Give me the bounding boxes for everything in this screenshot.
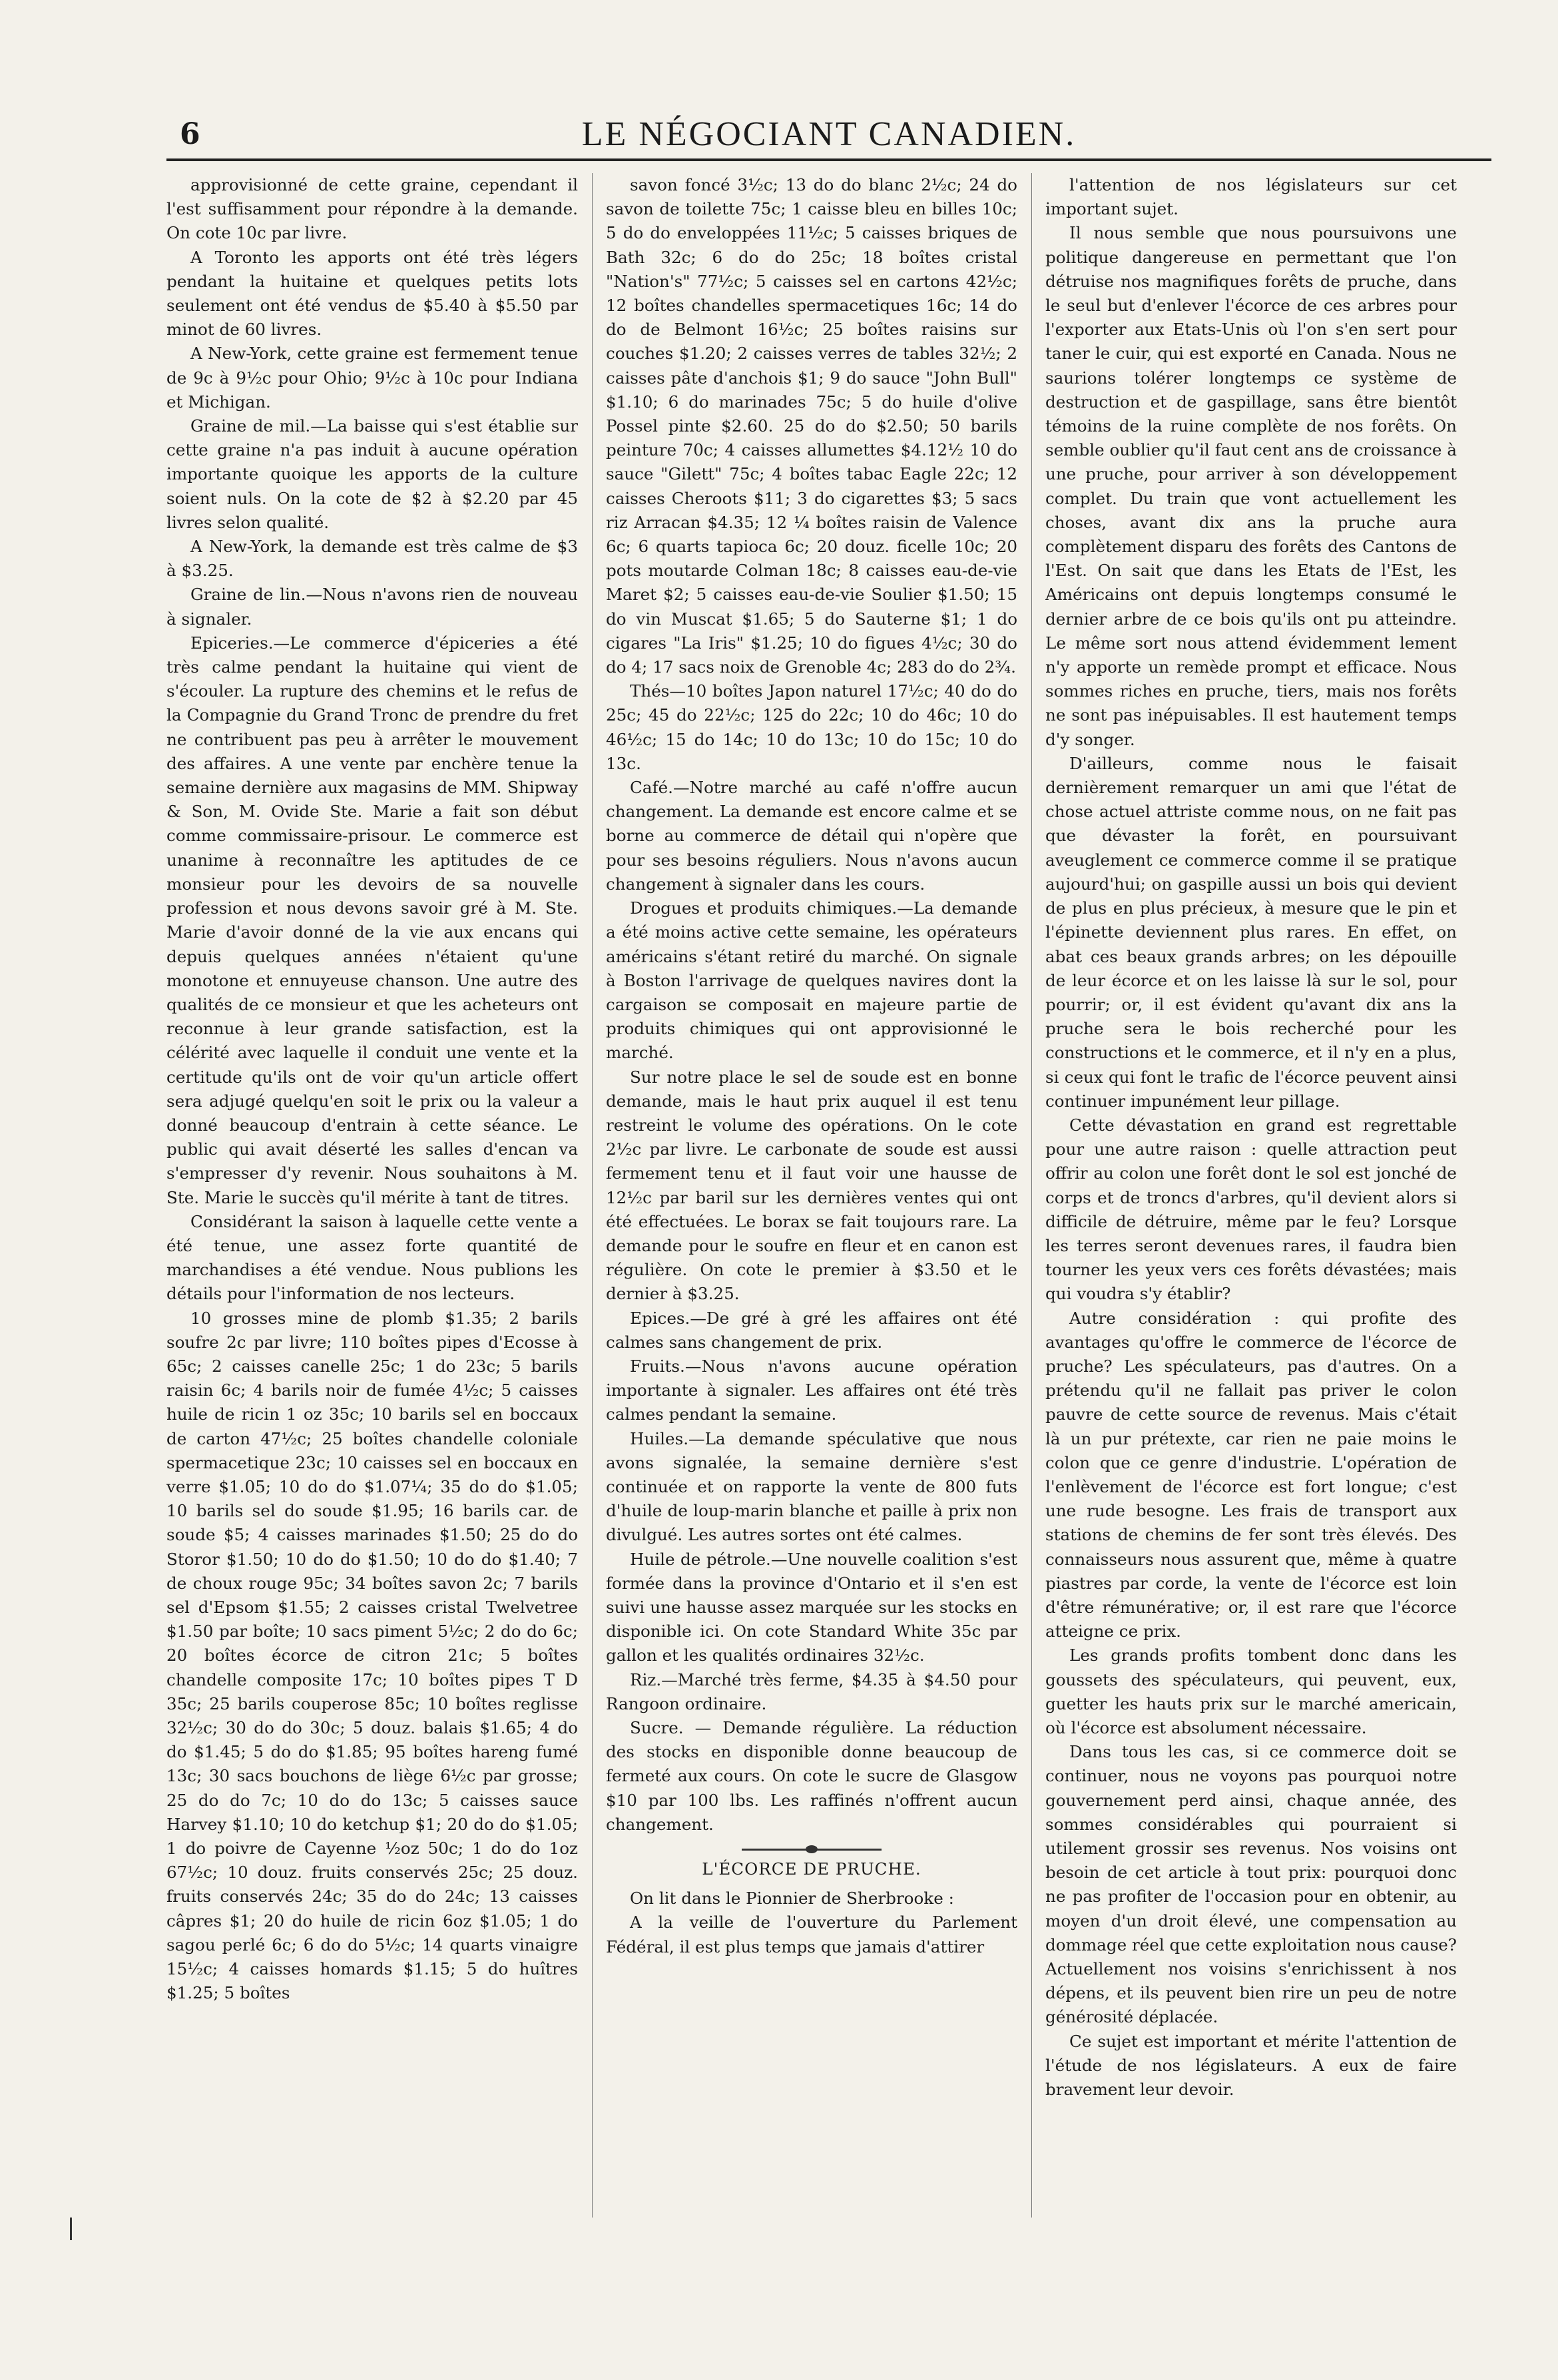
newspaper-page: [166, 112, 1491, 2230]
paragraph: Sucre. — Demande régulière. La réduction des stocks en disponible donne beaucoup de fermeté aux cours. On cote le sucre de Glasgow $10 par 100 lbs. Les raffinés n'offrent aucun changement.: [606, 1718, 1017, 1834]
page-number: 6: [180, 117, 200, 151]
paragraph: 10 grosses mine de plomb $1.35; 2 barils soufre 2c par livre; 110 boîtes pipes d'Ecosse à 65c; 2 caisses canelle 25c; 1 do 23c; 5 barils raisin 6c; 4 barils noir de fumée 4½c; 5 caisses huile de ricin 1 oz 35c; 10 barils sel en boccaux de carton 47½c; 25 boîtes chandelle coloniale spermacetique 23c; 10 caisses sel en boccaux en verre $1.05; 10 do do $1.07¼; 35 do do $1.05; 10 barils sel do soude $1.95; 16 barils car. de soude $5; 4 caisses marinades $1.50; 25 do do Storor $1.50; 10 do do $1.50; 10 do do $1.40; 7 de choux rouge 95c; 34 boîtes savon 2c; 7 barils sel d'Epsom $1.55; 2 caisses cristal Twelvetree $1.50 par boîte; 10 sacs piment 5½c; 2 do do 6c; 20 boîtes écorce de citron 21c; 5 boîtes chandelle composite 17c; 10 boîtes pipes T D 35c; 25 barils couperose 85c; 10 boîtes reglisse 32½c; 30 do do 30c; 5 douz. balais $1.65; 4 do do $1.45; 5 do do $1.85; 95 boîtes hareng fumé 13c; 30 sacs bouchons de liège 6½c par grosse; 25 do do 7c; 10 do do 13c; 5 caisses sauce Harvey $1.10; 10 do ketchup $1; 20 do do $1.05; 1 do poivre de Cayenne ½oz 50c; 1 do do 1oz 67½c; 10 douz. fruits conservés 25c; 25 douz. fruits conservés 24c; 35 do do 24c; 13 caisses câpres $1; 20 do huile de ricin 6oz $1.05; 1 do sagou perlé 6c; 6 do do 5½c; 14 quarts vinaigre 15½c; 4 caisses homards $1.15; 5 do huîtres $1.25; 5 boîtes: [166, 1308, 578, 2003]
paragraph: approvisionné de cette graine, cependant il l'est suffisamment pour répondre à la demande. On cote 10c par livre.: [166, 175, 578, 243]
paragraph: A New-York, la demande est très calme de $3 à $3.25.: [166, 537, 578, 581]
paragraph: Huiles.—La demande spéculative que nous avons signalée, la semaine dernière s'est continuée et on rapporte la vente de 800 futs d'huile de loup-marin blanche et paille à prix non divulgué. Les autres sortes ont été calmes.: [606, 1428, 1017, 1545]
paragraph: Drogues et produits chimiques.—La demande a été moins active cette semaine, les opérateurs américains s'étant retiré du marché. On signale à Boston l'arrivage de quelques navires dont la cargaison se composait en majeure partie de produits chimiques qui ont approvisionné le marché.: [606, 898, 1017, 1063]
article-heading: L'ÉCORCE DE PRUCHE.: [702, 1859, 921, 1879]
paragraph: Thés—10 boîtes Japon naturel 17½c; 40 do do 25c; 45 do 22½c; 125 do 22c; 10 do 46c; 10 do 46½c; 15 do 14c; 10 do 13c; 10 do 15c; 10 do 13c.: [606, 681, 1017, 773]
paragraph: Considérant la saison à laquelle cette vente a été tenue, une assez forte quantité de marchandises a été vendue. Nous publions les détails pour l'information de nos lecteurs.: [166, 1211, 578, 1304]
paragraph: l'attention de nos législateurs sur cet important sujet.: [1045, 175, 1457, 219]
paragraph: Epices.—De gré à gré les affaires ont été calmes sans changement de prix.: [606, 1308, 1017, 1352]
paragraph: Il nous semble que nous poursuivons une politique dangereuse en permettant que l'on détruise nos magnifiques forêts de pruche, dans le seul but d'enlever l'écorce de ces arbres pour l'exporter aux Etats-Unis où l'on s'en sert pour taner le cuir, qui est exporté en Canada. Nous ne saurions tolérer longtemps ce système de destruction et de gaspillage, sans être bientôt témoins de la ruine complète de nos forêts. On semble oublier qu'il faut cent ans de croissance à une pruche, pour arriver à son développement complet. Du train que vont actuellement les choses, avant dix ans la pruche aura complètement disparu des forêts des Cantons de l'Est. On sait que dans les Etats de l'Est, les Américains ont depuis longtemps consumé le dernier arbre de ce bois qu'ils ont pu atteindre. Le même sort nous attend évidemment lement n'y apporte un remède prompt et efficace. Nous sommes riches en pruche, tiers, mais nos forêts ne sont pas inépuisables. Il est hautement temps d'y songer.: [1045, 223, 1457, 749]
paragraph: savon foncé 3½c; 13 do do blanc 2½c; 24 do savon de toilette 75c; 1 caisse bleu en billes 10c; 5 do do enveloppées 11½c; 5 caisses briques de Bath 32c; 6 do do 25c; 18 boîtes cristal "Nation's" 77½c; 5 caisses sel en cartons 42½c; 12 boîtes chandelles spermacetiques 16c; 14 do do de Belmont 16½c; 25 boîtes raisins sur couches $1.20; 2 caisses verres de tables 32½; 2 caisses pâte d'anchois $1; 9 do sauce "John Bull" $1.10; 6 do marinades 75c; 5 do huile d'olive Possel pinte $2.60. 25 do do $2.50; 50 barils peinture 70c; 4 caisses allumettes $4.12½ 10 do sauce "Gilett" 75c; 4 boîtes tabac Eagle 22c; 12 caisses Cheroots $11; 3 do cigarettes $3; 5 sacs riz Arracan $4.35; 12 ¼ boîtes raisin de Valence 6c; 6 quarts tapioca 6c; 20 douz. ficelle 10c; 20 pots moutarde Colman 18c; 8 caisses eau-de-vie Maret $2; 5 caisses eau-de-vie Soulier $1.50; 15 do vin Muscat $1.65; 5 do Sauterne $1; 1 do cigares "La Iris" $1.25; 10 do figues 4½c; 30 do do 4; 17 sacs noix de Grenoble 4c; 283 do do 2¾.: [606, 175, 1017, 677]
paragraph: Dans tous les cas, si ce commerce doit se continuer, nous ne voyons pas pourquoi notre gouvernement perd ainsi, chaque année, des sommes considérables qui pourraient si utilement grossir ses revenus. Nos voisins ont besoin de cet article à tout prix: pourquoi donc ne pas profiter de l'occasion pour en obtenir, au moyen d'un droit élevé, une compensation au dommage réel que cette exploitation nous cause? Actuellement nos voisins s'enrichissent à nos dépens, et ils peuvent bien rire un peu de notre générosité déplacée.: [1045, 1742, 1457, 2027]
paragraph: Ce sujet est important et mérite l'attention de l'étude de nos législateurs. A eux de faire bravement leur devoir.: [1045, 2031, 1457, 2100]
paragraph: Epiceries.—Le commerce d'épiceries a été très calme pendant la huitaine qui vient de s'écouler. La rupture des chemins et le refus de la Compagnie du Grand Tronc de prendre du fret ne contribuent pas peu à arrêter le mouvement des affaires. A une vente par enchère tenue la semaine dernière aux magasins de MM. Shipway & Son, M. Ovide Ste. Marie a fait son début comme commissaire-prisour. Le commerce est unanime à reconnaître les aptitudes de ce monsieur pour les devoirs de sa nouvelle profession et nous devons savoir gré à M. Ste. Marie d'avoir donné de la vie aux encans qui depuis quelques années n'étaient qu'une monotone et ennuyeuse chanson. Une autre des qualités de ce monsieur et que les acheteurs ont reconnue à leur grande satisfaction, est la célérité avec laquelle il conduit une vente et la certitude qu'ils ont de voir qu'un article offert sera adjugé quelqu'en soit le prix ou la valeur a donné beaucoup d'entrain à cette séance. Le public qui avait déserté les salles d'encan va s'empresser d'y revenir. Nous souhaitons à M. Ste. Marie le succès qu'il mérite à tant de titres.: [166, 633, 578, 1207]
paragraph: A la veille de l'ouverture du Parlement Fédéral, il est plus temps que jamais d'attirer: [606, 1913, 1017, 1956]
paragraph: Fruits.—Nous n'avons aucune opération importante à signaler. Les affaires ont été très calmes pendant la semaine.: [606, 1356, 1017, 1424]
paragraph: Les grands profits tombent donc dans les goussets des spéculateurs, qui peuvent, eux, guetter les hauts prix sur le marché americain, où l'écorce est absolument nécessaire.: [1045, 1645, 1457, 1737]
paragraph: Riz.—Marché très ferme, $4.35 à $4.50 pour Rangoon ordinaire.: [606, 1669, 1017, 1713]
paragraph: Café.—Notre marché au café n'offre aucun changement. La demande est encore calme et se borne au commerce de détail qui n'opère que pour ses besoins réguliers. Nous n'avons aucun changement à signaler dans les cours.: [606, 778, 1017, 894]
masthead-title: LE NÉGOCIANT CANADIEN.: [581, 115, 1077, 153]
paragraph: On lit dans le Pionnier de Sherbrooke :: [630, 1889, 954, 1909]
margin-mark: [70, 2218, 72, 2240]
paragraph: Sur notre place le sel de soude est en bonne demande, mais le haut prix auquel il est tenu restreint le volume des opérations. On le cote 2½c par livre. Le carbonate de soude est aussi fermement tenu et il faut voir une hausse de 12½c par baril sur les dernières ventes qui ont été effectuées. Le borax se fait toujours rare. La demande pour le soufre en fleur et en canon est régulière. On cote le premier à $3.50 et le dernier à $3.25.: [606, 1067, 1017, 1304]
paragraph: A New-York, cette graine est fermement tenue de 9c à 9½c pour Ohio; 9½c à 10c pour Indiana et Michigan.: [166, 344, 578, 412]
section-divider: [742, 1849, 882, 1851]
paragraph: Autre considération : qui profite des avantages qu'offre le commerce de l'écorce de pruche? Les spéculateurs, pas d'autres. On a prétendu qu'il ne fallait pas priver le colon pauvre de cette source de revenus. Mais c'était là un pur prétexte, car rien ne paie moins le colon que ce genre d'industrie. L'opération de l'enlèvement de l'écorce est fort longue; c'est une rude besogne. Les frais de transport aux stations de chemins de fer sont très élevés. Des connaisseurs nous assurent que, même à quatre piastres par corde, la vente de l'écorce est loin d'être rémunérative; or, il est rare que l'écorce atteigne ce prix.: [1045, 1308, 1457, 1641]
page-header: [166, 112, 1491, 161]
text-column-3: [1045, 173, 1457, 2218]
paragraph: Huile de pétrole.—Une nouvelle coalition s'est formée dans la province d'Ontario et il s'en est suivi une hausse assez marquée sur les stocks en disponible ici. On cote Standard White 35c par gallon et les qualités ordinaires 32½c.: [606, 1549, 1017, 1665]
paragraph: Graine de mil.—La baisse qui s'est établie sur cette graine n'a pas induit à aucune opération importante quoique les apports de la culture soient nuls. On la cote de $2 à $2.20 par 45 livres selon qualité.: [166, 416, 578, 532]
paragraph: Cette dévastation en grand est regrettable pour une autre raison : quelle attraction peut offrir au colon une forêt dont le sol est jonché de corps et de troncs d'arbres, qu'il devient alors si difficile de détruire, même par le feu? Lorsque les terres seront devenues rares, il faudra bien tourner les yeux vers ces forêts dévastées; mais qui voudra s'y établir?: [1045, 1115, 1457, 1304]
paragraph: D'ailleurs, comme nous le faisait dernièrement remarquer un ami que l'état de chose actuel attriste comme nous, on ne fait pas que dévaster la forêt, en poursuivant aveuglement ce commerce comme il se pratique aujourd'hui; on gaspille aussi un bois qui devient de plus en plus précieux, à mesure que le pin et l'épinette deviennent plus rares. En effet, on abat ces beaux grands arbres; on les dépouille de leur écorce et on les laisse là sur le sol, pour pourrir; or, il est évident qu'avant dix ans la pruche sera le bois recherché pour les constructions et le commerce, et il n'y en a plus, si ceux qui font le trafic de l'écorce peuvent ainsi continuer impunément leur pillage.: [1045, 753, 1457, 1111]
text-column-1: [166, 173, 578, 2218]
paragraph: A Toronto les apports ont été très légers pendant la huitaine et quelques petits lots seulement ont été vendus de $5.40 à $5.50 par minot de 60 livres.: [166, 247, 578, 340]
paragraph: Graine de lin.—Nous n'avons rien de nouveau à signaler.: [166, 585, 578, 629]
text-column-2: [606, 173, 1017, 2218]
